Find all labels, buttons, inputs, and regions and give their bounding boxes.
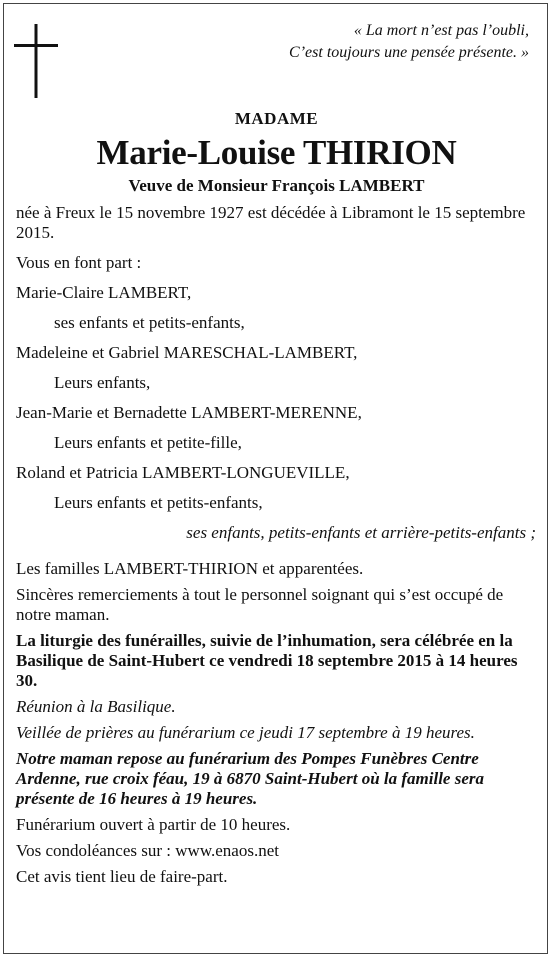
obituary-body — [16, 203, 538, 887]
subtitle: Veuve de Monsieur François LAMBERT — [128, 176, 425, 195]
family-sub-4: Leurs enfants et petits-enfants, — [54, 493, 263, 512]
family-name-4: Roland et Patricia LAMBERT-LONGUEVILLE, — [16, 463, 350, 482]
open-text: Funérarium ouvert à partir de 10 heures. — [16, 815, 291, 834]
family-closing: ses enfants, petits-enfants et arrière-petits-enfants ; — [186, 523, 536, 542]
title: MADAME — [234, 109, 319, 128]
meeting-text: Réunion à la Basilique. — [16, 697, 176, 716]
family-name-1: Marie-Claire LAMBERT, — [16, 283, 192, 302]
notice-text: Cet avis tient lieu de faire-part. — [16, 867, 228, 886]
family-sub-3: Leurs enfants et petite-fille, — [54, 433, 242, 452]
families-text: Les familles LAMBERT-THIRION et apparentées. — [16, 559, 364, 578]
deceased-name: Marie-Louise THIRION — [96, 133, 457, 172]
intro-text: née à Freux le 15 novembre 1927 est décédée à Libramont le 15 septembre 2015. — [16, 203, 526, 242]
announce-text: Vous en font part : — [16, 253, 142, 272]
cross-icon — [14, 24, 58, 98]
quote-line-1: « La mort n’est pas l’oubli, — [353, 22, 529, 39]
vigil-text: Veillée de prières au funérarium ce jeudi 17 septembre à 19 heures. — [16, 723, 475, 742]
condolences-text: Vos condoléances sur : www.enaos.net — [16, 841, 279, 860]
liturgy-text: La liturgie des funérailles, suivie de l’inhumation, sera célébrée en la Basilique de Saint-Hubert ce vendredi 18 septembre 2015 à 14 heures 30. — [16, 631, 518, 690]
family-name-3: Jean-Marie et Bernadette LAMBERT-MERENNE, — [16, 403, 362, 422]
epigraph-quote — [289, 20, 529, 64]
rest-text: Notre maman repose au funérarium des Pompes Funèbres Centre Ardenne, rue croix féau, 19 à 6870 Saint-Hubert où la famille sera présente de 16 heures à 19 heures. — [16, 749, 484, 808]
family-sub-2: Leurs enfants, — [54, 373, 151, 392]
quote-line-2: C’est toujours une pensée présente. » — [289, 44, 529, 61]
family-sub-1: ses enfants et petits-enfants, — [54, 313, 245, 332]
family-name-2: Madeleine et Gabriel MARESCHAL-LAMBERT, — [16, 343, 358, 362]
thanks-text: Sincères remerciements à tout le personnel soignant qui s’est occupé de notre maman. — [16, 585, 504, 624]
